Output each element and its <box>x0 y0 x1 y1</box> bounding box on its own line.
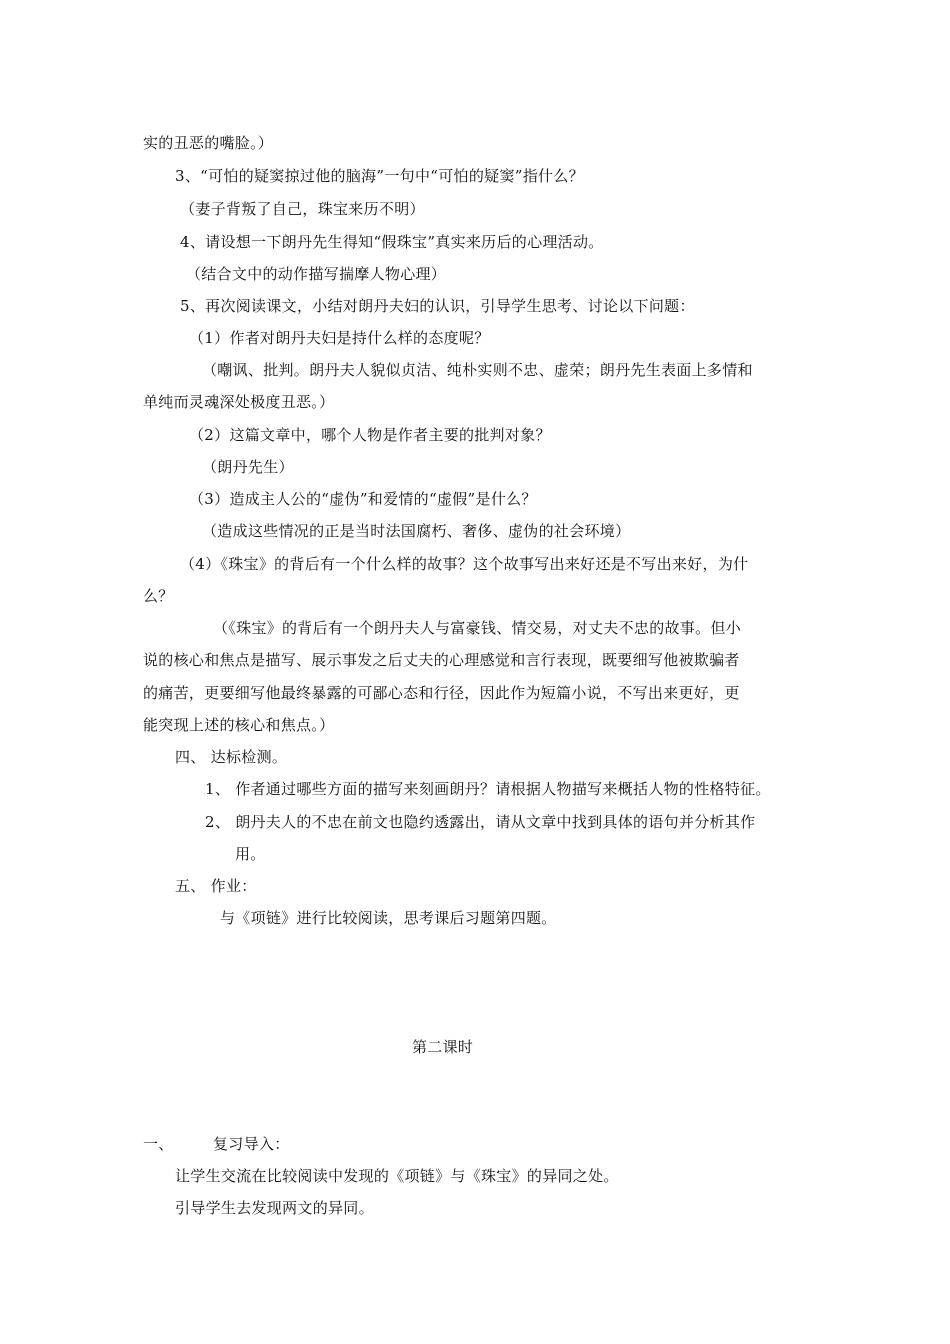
sub-answer-1-line-2: 单纯而灵魂深处极度丑恶。） <box>143 393 335 411</box>
sub-question-2: （2）这篇文章中，哪个人物是作者主要的批判对象？ <box>189 426 551 444</box>
section-four-item-2-line-2: 用。 <box>235 845 266 863</box>
sub-answer-3: （造成这些情况的正是当时法国腐朽、奢侈、虚伪的社会环境） <box>202 522 631 540</box>
question-5: 5、再次阅读课文，小结对朗丹夫妇的认识，引导学生思考、讨论以下问题： <box>180 297 695 315</box>
sub-answer-1-line-1: （嘲讽、批判。朗丹夫人貌似贞洁、纯朴实则不忠、虚荣；朗丹先生表面上多情和 <box>202 361 753 379</box>
sub-question-4-line-1: （4）《珠宝》的背后有一个什么样的故事？这个故事写出来好还是不写出来好，为什 <box>180 555 749 573</box>
lesson-title: 第二课时 <box>412 1038 474 1056</box>
section-four-item-2-line-1: 2、 朗丹夫人的不忠在前文也隐约透露出，请从文章中找到具体的语句并分析其作 <box>205 813 756 831</box>
sub-answer-2: （朗丹先生） <box>202 458 294 476</box>
sub-question-4-line-2: 么？ <box>143 587 174 605</box>
question-3: 3、“可怕的疑窦掠过他的脑海”一句中“可怕的疑窦”指什么？ <box>175 167 584 185</box>
answer-4: （结合文中的动作描写揣摩人物心理） <box>186 265 447 283</box>
sub-answer-4-line-1: （《珠宝》的背后有一个朗丹夫人与富豪钱、情交易，对丈夫不忠的故事。但小 <box>213 619 742 637</box>
lesson-line-1: 让学生交流在比较阅读中发现的《项链》与《珠宝》的异同之处。 <box>175 1167 619 1185</box>
sub-answer-4-line-3: 的痛苦，更要细写他最终暴露的可鄙心态和行径，因此作为短篇小说，不写出来更好，更 <box>143 684 740 702</box>
sub-question-1: （1）作者对朗丹夫妇是持什么样的态度呢？ <box>189 329 490 347</box>
sub-answer-4-line-2: 说的核心和焦点是描写、展示事发之后丈夫的心理感觉和言行表现，既要细写他被欺骗者 <box>143 651 740 669</box>
section-four-item-1: 1、 作者通过哪些方面的描写来刻画朗丹？请根据人物描写来概括人物的性格特征。 <box>205 780 771 798</box>
section-five-body: 与《项链》进行比较阅读，思考课后习题第四题。 <box>220 909 557 927</box>
lesson-heading-number: 一、 <box>143 1135 174 1153</box>
section-four-heading: 四、 达标检测。 <box>175 748 288 766</box>
section-five-heading: 五、 作业： <box>175 877 257 895</box>
lesson-line-2: 引导学生去发现两文的异同。 <box>175 1199 374 1217</box>
answer-3: （妻子背叛了自己，珠宝来历不明） <box>180 200 425 218</box>
lesson-heading-text: 复习导入： <box>213 1135 290 1153</box>
question-4: 4、请设想一下朗丹先生得知“假珠宝”真实来历后的心理活动。 <box>180 233 604 251</box>
sub-question-3: （3）造成主人公的“虚伪”和爱情的“虚假”是什么？ <box>189 490 537 508</box>
paragraph-continuation: 实的丑恶的嘴脸。） <box>143 134 274 152</box>
sub-answer-4-line-4: 能突现上述的核心和焦点。） <box>143 716 335 734</box>
